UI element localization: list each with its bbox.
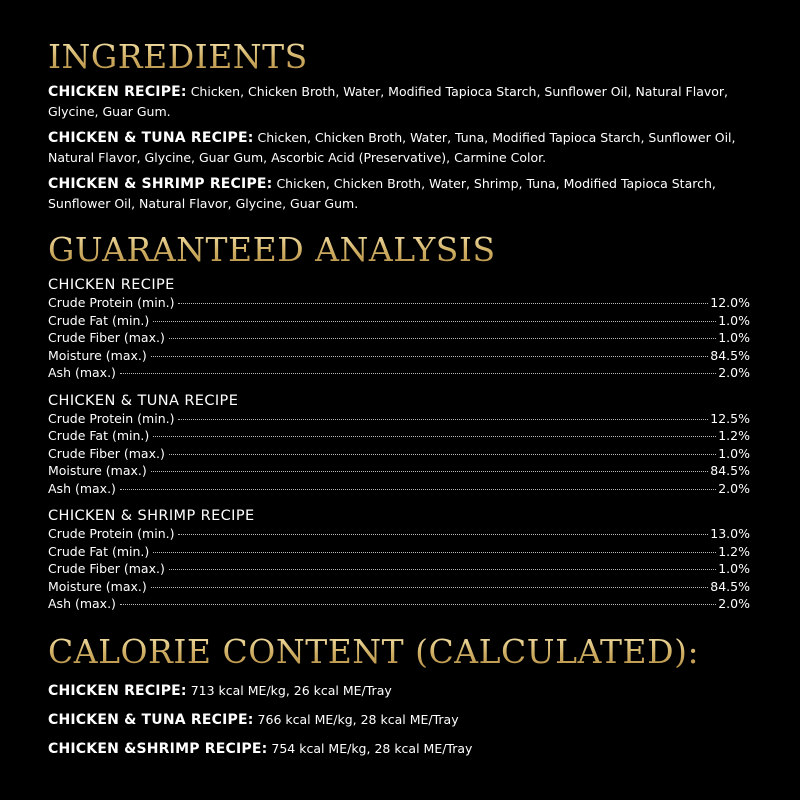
dot-leader [153,321,716,322]
analysis-label: Ash (max.) [48,365,116,380]
analysis-label: Moisture (max.) [48,463,147,478]
analysis-row [48,543,750,561]
analysis-value: 1.0% [718,312,750,328]
analysis-row [48,595,750,613]
nutrition-panel [48,37,750,769]
analysis-value: 1.0% [718,561,750,576]
calorie-value: 713 kcal ME/kg, 26 kcal ME/Tray [186,682,392,698]
analysis-recipe-name: CHICKEN & SHRIMP RECIPE [48,508,255,524]
analysis-row [48,347,750,365]
analysis-value: 2.0% [718,480,750,496]
analysis-value: 84.5% [710,347,750,363]
analysis-chicken-tuna [48,392,750,498]
analysis-chicken-shrimp [48,507,750,613]
analysis-label: Crude Fiber (max.) [48,561,165,576]
analysis-value: 13.0% [710,526,750,541]
dot-leader [151,587,709,588]
analysis-value: 1.2% [718,428,750,443]
recipe-name: CHICKEN & TUNA RECIPE: [48,711,254,728]
analysis-value: 1.0% [718,330,750,345]
analysis-label: Crude Fat (min.) [48,543,150,559]
analysis-label: Crude Protein (min.) [48,410,175,426]
analysis-row [48,364,750,382]
analysis-value: 1.2% [718,543,750,559]
calorie-content-title: CALORIE CONTENT (CALCULATED): [48,635,750,668]
ingredient-list: Chicken, Chicken Broth, Water, Tuna, Modified Tapioca Starch, Sunflower Oil, Natural Flavor, Glycine, Guar Gum, Ascorbic Acid (Preservative), Carmine Color. [48,130,736,165]
ingredient-list: Chicken, Chicken Broth, Water, Shrimp, Tuna, Modified Tapioca Starch, Sunflower Oil, Natural Flavor, Glycine, Guar Gum. [48,176,716,211]
analysis-row [48,329,750,347]
analysis-chicken [48,276,750,382]
recipe-name: CHICKEN &SHRIMP RECIPE: [48,740,268,757]
guaranteed-analysis-title: GUARANTEED ANALYSIS [48,233,750,266]
analysis-value: 2.0% [718,365,750,380]
analysis-value: 84.5% [710,463,750,478]
recipe-name: CHICKEN RECIPE: [48,84,187,100]
dot-leader [153,552,716,553]
calories-chicken-tuna [48,711,750,729]
analysis-row [48,525,750,543]
dot-leader [151,471,709,472]
dot-leader [178,419,708,420]
dot-leader [169,338,716,339]
analysis-row [48,560,750,578]
dot-leader [178,534,708,535]
analysis-label: Crude Fat (min.) [48,428,150,443]
analysis-label: Crude Protein (min.) [48,526,175,541]
ingredients-chicken-shrimp [48,174,750,213]
dot-leader [178,303,708,304]
analysis-row [48,445,750,463]
dot-leader [169,569,716,570]
analysis-label: Moisture (max.) [48,578,147,594]
dot-leader [153,436,716,437]
analysis-row [48,578,750,596]
ingredients-chicken-tuna [48,128,750,167]
analysis-row [48,410,750,428]
analysis-recipe-name: CHICKEN & TUNA RECIPE [48,392,239,409]
analysis-row [48,294,750,312]
analysis-row [48,427,750,445]
analysis-label: Crude Protein (min.) [48,295,175,310]
dot-leader [169,454,716,455]
recipe-name: CHICKEN RECIPE: [48,682,187,699]
dot-leader [120,373,716,374]
ingredients-title: INGREDIENTS [48,40,750,73]
analysis-value: 84.5% [710,578,750,594]
ingredients-chicken [48,82,750,121]
dot-leader [120,489,716,490]
analysis-recipe-name: CHICKEN RECIPE [48,277,175,293]
analysis-label: Crude Fat (min.) [48,312,150,328]
analysis-label: Crude Fiber (max.) [48,445,165,461]
calorie-value: 766 kcal ME/kg, 28 kcal ME/Tray [253,711,459,727]
analysis-value: 1.0% [718,445,750,461]
analysis-value: 12.0% [710,295,750,310]
analysis-label: Ash (max.) [48,480,116,496]
analysis-label: Ash (max.) [48,596,116,611]
analysis-value: 2.0% [718,596,750,611]
recipe-name: CHICKEN & TUNA RECIPE: [48,130,254,146]
analysis-row [48,462,750,480]
analysis-label: Crude Fiber (max.) [48,330,165,345]
analysis-row [48,312,750,330]
recipe-name: CHICKEN & SHRIMP RECIPE: [48,176,273,192]
dot-leader [151,356,709,357]
dot-leader [120,604,716,605]
calories-chicken-shrimp [48,740,750,758]
analysis-label: Moisture (max.) [48,347,147,363]
ingredient-list: Chicken, Chicken Broth, Water, Modified Tapioca Starch, Sunflower Oil, Natural Flavor, Glycine, Guar Gum. [48,84,729,119]
analysis-row [48,480,750,498]
calorie-value: 754 kcal ME/kg, 28 kcal ME/Tray [267,740,473,756]
calories-chicken [48,682,750,700]
analysis-value: 12.5% [710,410,750,426]
